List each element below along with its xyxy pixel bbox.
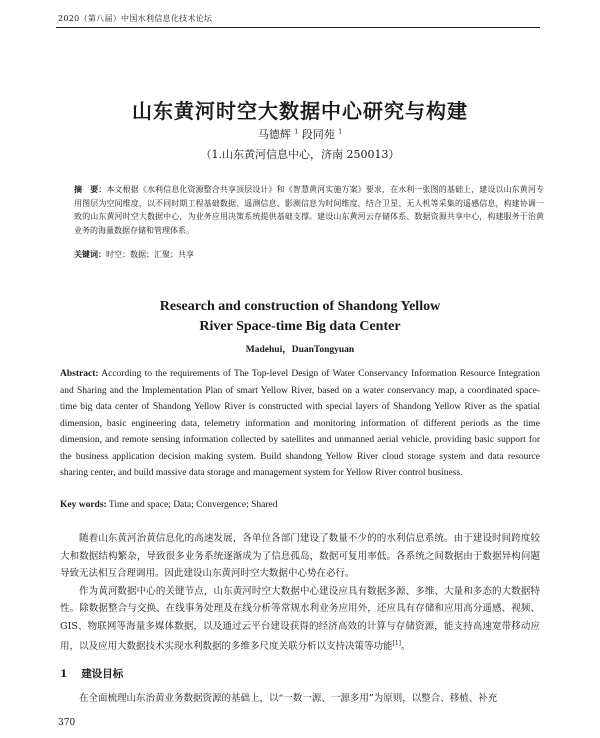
chinese-abstract: 摘 要：本文根据《水利信息化资源整合共享顶层设计》和《智慧黄河实施方案》要求，在水利一张图的基础上，建设以山东黄河专用图层为空间维度，以不同时期工程基础数据、遥测信息、影测信息为时间维度，结合卫星、无人机等采集的遥感信息，构建协调一致的山东黄河时空大数据中心，为业务应用决策系统提供基础支撑。建设山东黄河云存储体系、数据资源共享中心，构建服务于治黄业务的海量数据存储和管理体系。 — [74, 184, 544, 235]
chinese-keywords: 关键词：时空；数据；汇聚；共享 — [74, 249, 194, 259]
chinese-title: 山东黄河时空大数据中心研究与构建 — [132, 99, 468, 123]
chinese-authors: 马德辉 $^1$ 段同苑 $^1$ — [257, 128, 343, 141]
english-abstract: Abstract: According to the requirements of The Top-level Design of Water Conservancy Information Resource Integration and Sharing and the Implementation Plan of smart Yellow River, based on a water conservancy map, a coordinated space-time big data center of Shandong Yellow River is constructed with special layers of Shandong Yellow River as the spatial dimension, basic engineering data, telemetry information and monitoring information of different periods as the time dimension, and remote sensing information collected by satellites and unmanned aerial vehicle, providing basic support for the business application decision making system. Build shandong Yellow River cloud storage system and data resource sharing center, and build massive data storage and management system for Yellow River control business. — [60, 369, 540, 478]
running-header: 2020（第八届）中国水利信息化技术论坛 — [58, 14, 213, 23]
paragraph-2: 作为黄河数据中心的关键节点，山东黄河时空大数据中心建设应具有数据多源、多维、大量和多态的大数据特性。除数据整合与交换、在线事务处理及在线分析等常规水利业务应用外，还应具有存储和应用高分遥感、视频、GIS、物联网等海量多媒体数据，以及通过云平台建设获得的经济高效的计算与存储资源，能支持高速宽带移动应用，以及应用大数据技术实现水利数据的多维多尺度关联分析以支持决策等功能[1]。 — [60, 585, 540, 653]
chinese-affiliation: （1.山东黄河信息中心，济南 250013） — [200, 148, 400, 161]
section-heading: 1 建设目标 — [60, 668, 124, 680]
header-rule — [56, 27, 540, 28]
english-title: Research and construction of Shandong Yellow River Space-time Big data Center — [159, 299, 441, 334]
page-number: 370 — [58, 718, 76, 728]
body-text — [60, 530, 540, 656]
paragraph-3: 在全面梳理山东治黄业务数据资源的基础上，以“一数一源、一源多用”为原则，以整合、移植、补充 — [79, 693, 498, 704]
citation-ref[interactable]: [1] — [392, 640, 402, 647]
english-keywords: Key words: Time and space; Data; Convergence; Shared — [60, 500, 278, 510]
paragraph-1: 随着山东黄河治黄信息化的高速发展，各单位各部门建设了数量不少的的水利信息系统。由于建设时间跨度较大和数据结构繁杂，导致很多业务系统逐渐成为了信息孤岛，数据可复用率低。各系统之间数据由于数据异构问题导致无法相互合理调用。因此建设山东黄河时空大数据中心势在必行。 — [60, 533, 540, 579]
english-authors: Madehui，DuanTongyuan — [245, 345, 355, 355]
